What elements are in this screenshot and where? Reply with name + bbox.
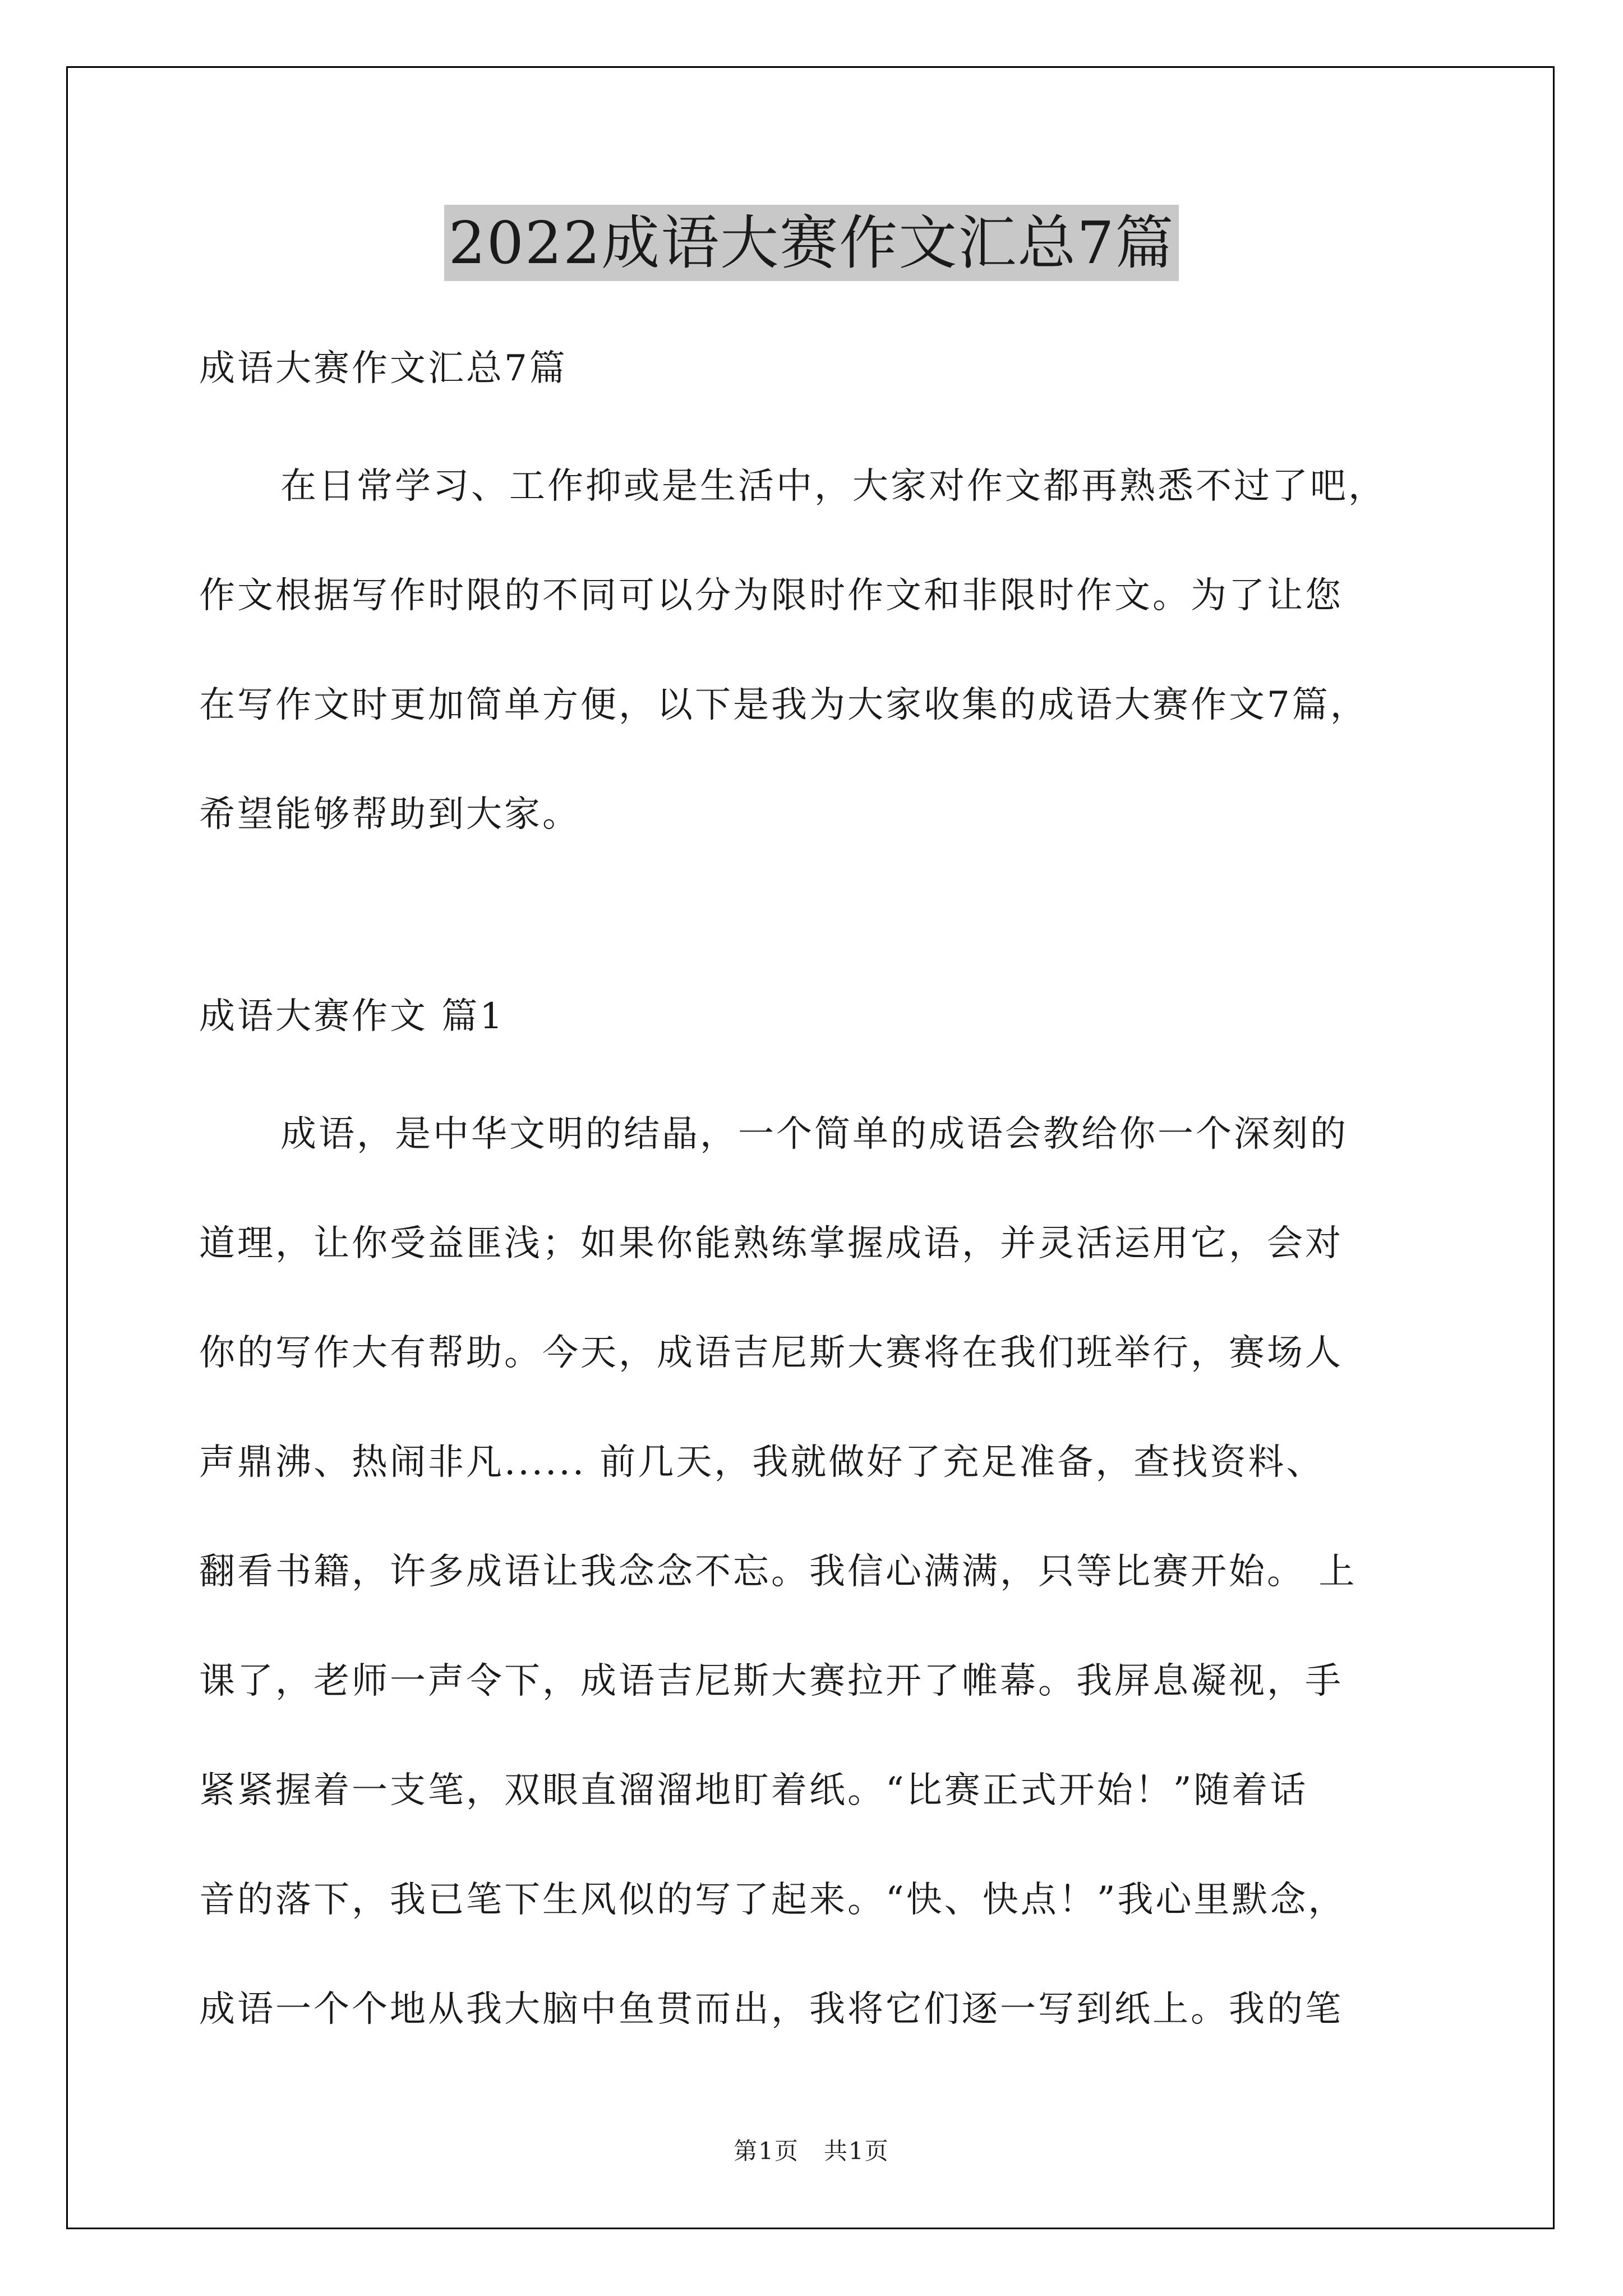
section-line: 道理，让你受益匪浅；如果你能熟练掌握成语，并灵活运用它，会对 [199,1223,1343,1264]
section-line: 音的落下，我已笔下生风似的写了起来。“快、快点！”我心里默念， [199,1879,1347,1921]
section-line: 声鼎沸、热闹非凡...... 前几天，我就做好了充足准备，查找资料、 [199,1442,1325,1483]
section-line: 翻看书籍，许多成语让我念念不忘。我信心满满，只等比赛开始。 上 [199,1551,1357,1593]
section-heading: 成语大赛作文 篇1 [199,996,505,1037]
title-container [0,205,1623,281]
section-line: 成语一个个地从我大脑中鱼贯而出，我将它们逐一写到纸上。我的笔 [199,1989,1343,2030]
intro-line: 在写作文时更加简单方便，以下是我为大家收集的成语大赛作文7篇， [199,684,1368,726]
section-line: 课了，老师一声令下，成语吉尼斯大赛拉开了帷幕。我屏息凝视，手 [199,1660,1343,1702]
section-line: 成语，是中华文明的结晶，一个简单的成语会教给你一个深刻的 [280,1114,1348,1155]
section-paragraph [199,1080,1433,2064]
document-subtitle: 成语大赛作文汇总7篇 [199,348,568,389]
page-footer: 第1页 共1页 [734,2137,889,2165]
document-title: 2022成语大赛作文汇总7篇 [444,205,1179,281]
section-line: 紧紧握着一支笔，双眼直溜溜地盯着纸。“比赛正式开始！”随着话 [199,1770,1308,1811]
intro-line: 在日常学习、工作抑或是生活中，大家对作文都再熟悉不过了吧， [280,466,1386,507]
section-line: 你的写作大有帮助。今天，成语吉尼斯大赛将在我们班举行，赛场人 [199,1332,1343,1374]
intro-line: 希望能够帮助到大家。 [199,794,580,835]
intro-paragraph [199,432,1433,869]
intro-line: 作文根据写作时限的不同可以分为限时作文和非限时作文。为了让您 [199,575,1343,616]
